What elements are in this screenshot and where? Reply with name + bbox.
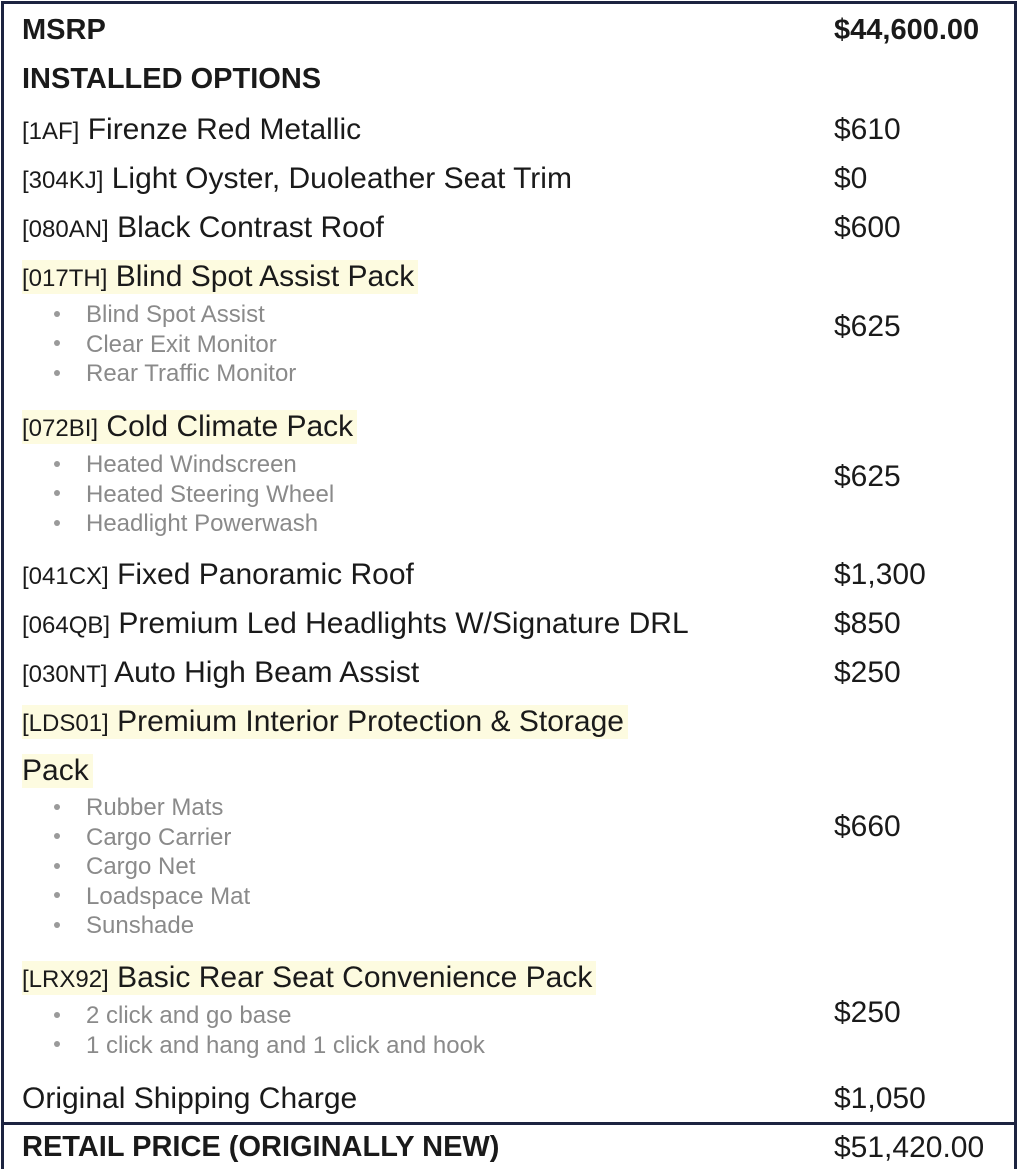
option-label [22,260,418,294]
option-price: $625 [834,310,901,343]
retail-price-value: $51,420.00 [834,1131,985,1164]
option-label [22,656,419,690]
list-item [54,300,296,330]
bullet-icon [54,311,60,317]
option-code: [041CX] [22,563,109,590]
list-item [54,330,296,360]
feature-text: Rear Traffic Monitor [86,360,297,387]
list-item [54,793,250,823]
bullet-icon [54,922,60,928]
option-price: $1,300 [834,558,926,591]
msrp-label: MSRP [22,14,106,46]
feature-text: 1 click and hang and 1 click and hook [86,1031,485,1059]
window-sticker-price-table [1,1,1017,1169]
list-item [54,359,296,389]
option-label [22,961,596,995]
option-price: $850 [834,607,901,640]
bullet-icon [54,892,60,898]
msrp-price: $44,600.00 [834,14,980,46]
option-code: [080AN] [22,216,109,243]
option-label [22,607,689,641]
list-item [54,1031,485,1061]
bullet-icon [54,340,60,346]
option-name: Auto High Beam Assist [114,656,420,689]
option-code: [030NT] [22,661,108,688]
list-item [54,450,334,480]
list-item [54,852,250,882]
feature-text: Rubber Mats [86,794,224,821]
list-item [54,480,334,510]
option-label [22,113,361,147]
option-price: $250 [834,656,901,689]
shipping-price: $1,050 [834,1082,926,1115]
bullet-icon [54,520,60,526]
option-label [22,162,572,196]
feature-text: Cargo Carrier [86,823,232,851]
feature-text: Clear Exit Monitor [86,330,277,358]
list-item [54,823,250,853]
option-code: [017TH] [22,265,108,292]
option-code: [1AF] [22,118,80,145]
feature-text: Heated Windscreen [86,451,297,478]
feature-text: Sunshade [86,912,195,939]
list-item [54,882,250,912]
option-name: Light Oyster, Duoleather Seat Trim [111,162,572,195]
option-feature-list [54,300,296,389]
bullet-icon [54,490,60,496]
option-feature-list [54,1001,485,1060]
option-name: Firenze Red Metallic [87,113,362,146]
option-code: [LDS01] [22,710,109,737]
list-item [54,509,334,539]
option-label [22,558,414,592]
feature-text: Heated Steering Wheel [86,480,335,508]
feature-text: 2 click and go base [86,1002,292,1029]
option-code: [304KJ] [22,167,104,194]
option-code: [LRX92] [22,966,109,993]
bullet-icon [54,1012,60,1018]
bullet-icon [54,863,60,869]
option-price: $625 [834,460,901,493]
option-name: Premium Led Headlights W/Signature DRL [118,607,689,640]
option-feature-list [54,450,334,539]
option-name: Fixed Panoramic Roof [117,558,414,591]
option-code: [072BI] [22,415,99,442]
shipping-label: Original Shipping Charge [22,1082,358,1115]
bullet-icon [54,1041,60,1047]
option-label [22,211,384,245]
installed-options-heading: INSTALLED OPTIONS [22,63,322,95]
bullet-icon [54,370,60,376]
option-label [22,410,357,444]
list-item [54,1001,485,1031]
option-name: Blind Spot Assist Pack [115,260,415,293]
option-code: [064QB] [22,612,111,639]
option-feature-list [54,793,250,941]
bullet-icon [54,804,60,810]
option-name: Cold Climate Pack [106,410,354,443]
feature-text: Blind Spot Assist [86,301,265,328]
feature-text: Loadspace Mat [86,882,251,910]
retail-price-label: RETAIL PRICE (ORIGINALLY NEW) [22,1131,500,1163]
option-price: $0 [834,162,868,195]
option-price: $610 [834,113,901,146]
feature-text: Headlight Powerwash [86,510,319,537]
feature-text: Cargo Net [86,853,196,880]
option-price: $660 [834,810,901,843]
option-label [22,705,628,739]
bullet-icon [54,833,60,839]
option-name: Basic Rear Seat Convenience Pack [117,961,593,994]
bullet-icon [54,461,60,467]
option-name: Premium Interior Protection & Storage [117,705,624,738]
total-divider [4,1122,1014,1125]
option-name-line2: Pack [22,754,93,788]
option-price: $600 [834,211,901,244]
option-price: $250 [834,996,901,1029]
list-item [54,911,250,941]
option-name: Black Contrast Roof [117,211,384,244]
